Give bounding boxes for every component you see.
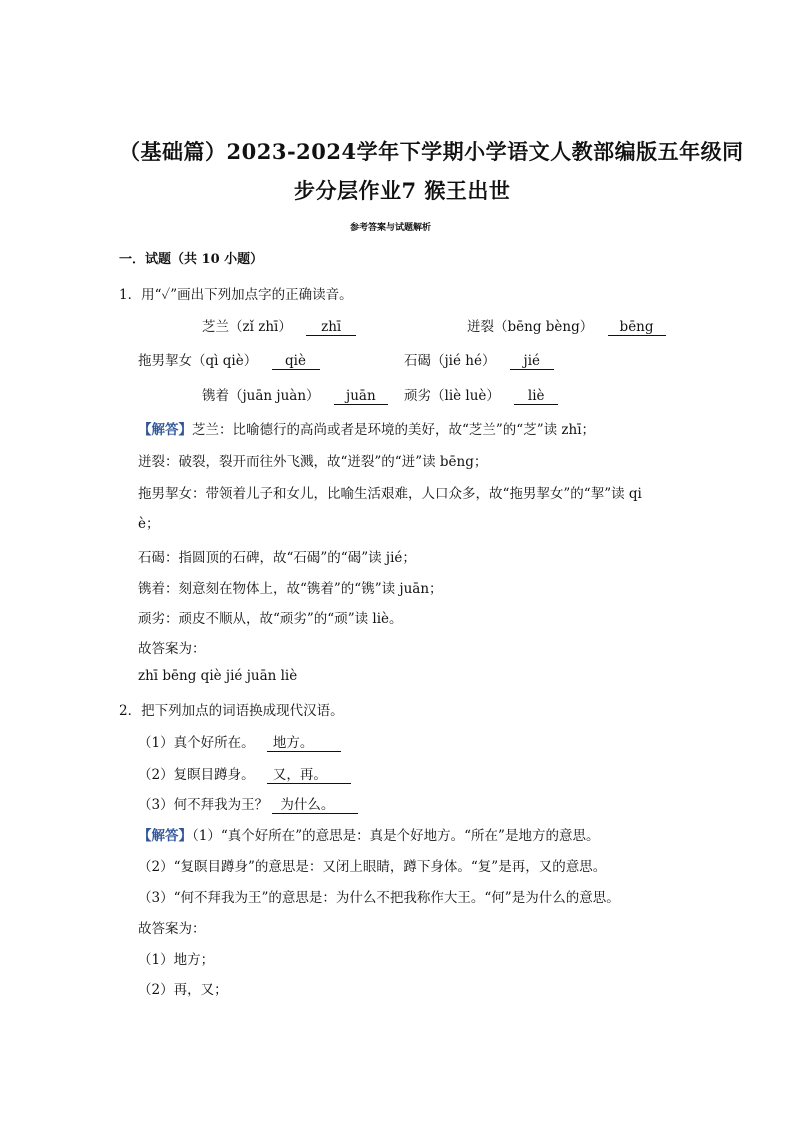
q1-item-word: 石碣（jié hé） [404, 353, 496, 369]
q1-item-word: 拖男挈女（qì qiè） [138, 353, 258, 369]
q2-answer-blank: 为什么。 [272, 797, 358, 814]
q1-solution-line-2: 迸裂：破裂，裂开而往外飞溅，故“迸裂”的“迸”读 bēng； [138, 454, 488, 470]
page-title-line-1: （基础篇）2023-2024学年下学期小学语文人教部编版五年级同 [119, 139, 744, 164]
q1-answer-blank: jié [510, 353, 554, 370]
solution-text: 芝兰：比喻德行的高尚或者是环境的美好，故“芝兰”的“芝”读 zhī； [192, 422, 596, 438]
q2-item-text: （2）复瞑目蹲身。 [138, 767, 255, 783]
q2-answer-label: 故答案为： [138, 921, 206, 937]
q1-solution-line-7: 顽劣：顽皮不顺从，故“顽劣”的“顽”读 liè。 [138, 611, 403, 627]
question-1-stem: 1．用“✓”画出下列加点字的正确读音。 [119, 287, 353, 303]
q1-item-6 [404, 384, 558, 405]
q1-solution-line-6: 镌着：刻意刻在物体上，故“镌着”的“镌”读 juān； [138, 581, 443, 597]
q1-answer-label: 故答案为： [138, 641, 206, 657]
q2-item-3 [138, 793, 358, 814]
q1-solution-line-1 [138, 418, 595, 438]
q2-solution-line-2: （2）“复瞑目蹲身”的意思是：又闭上眼睛，蹲下身体。“复”是再，又的意思。 [138, 859, 607, 875]
q1-solution-line-4: è； [138, 516, 160, 532]
q1-final-answer: zhī bēng qiè jié juān liè [138, 668, 298, 684]
q1-answer-blank: juān [334, 388, 388, 405]
q1-answer-blank: liè [514, 388, 558, 405]
q2-item-1 [138, 731, 341, 752]
q2-item-2 [138, 763, 351, 784]
section-heading: 一．试题（共 10 小题） [119, 252, 264, 267]
q1-item-4 [404, 349, 554, 370]
q2-answer-blank: 地方。 [267, 735, 341, 752]
question-2-stem: 2．把下列加点的词语换成现代汉语。 [119, 703, 344, 719]
q1-item-3 [138, 349, 320, 370]
q1-item-2 [467, 315, 666, 336]
q1-solution-line-3: 拖男挈女：带领着儿子和女儿，比喻生活艰难，人口众多，故“拖男挈女”的“挈”读 qi [138, 486, 642, 502]
q2-final-answer-1: （1）地方； [138, 952, 215, 968]
q1-answer-blank: zhī [306, 319, 356, 336]
solution-text: （1）“真个好所在”的意思是：真是个好地方。“所在”是地方的意思。 [192, 828, 600, 844]
q1-item-word: 顽劣（liè luè） [404, 388, 500, 404]
solution-tag: 【解答】 [138, 422, 192, 438]
page-title-line-2: 步分层作业7 猴王出世 [294, 178, 511, 203]
q2-item-text: （1）真个好所在。 [138, 735, 255, 751]
q1-answer-blank: bēng [608, 319, 666, 336]
q1-item-word: 芝兰（zǐ zhī） [202, 319, 292, 335]
q2-solution-line-1 [138, 824, 599, 844]
page-subtitle: 参考答案与试题解析 [350, 223, 432, 233]
q1-item-5 [202, 384, 388, 405]
q1-solution-line-5: 石碣：指圆顶的石碑，故“石碣”的“碣”读 jié； [138, 550, 416, 566]
q1-item-1 [202, 315, 356, 336]
q1-item-word: 镌着（juān juàn） [202, 388, 320, 404]
q2-final-answer-2: （2）再，又； [138, 982, 228, 998]
q1-answer-blank: qiè [272, 353, 320, 370]
q2-answer-blank: 又，再。 [267, 767, 351, 784]
q2-item-text: （3）何不拜我为王？ [138, 797, 269, 813]
q1-item-word: 迸裂（bēng bèng） [467, 319, 594, 335]
solution-tag: 【解答】 [138, 828, 192, 844]
q2-solution-line-3: （3）“何不拜我为王”的意思是：为什么不把我称作大王。“何”是为什么的意思。 [138, 890, 620, 906]
